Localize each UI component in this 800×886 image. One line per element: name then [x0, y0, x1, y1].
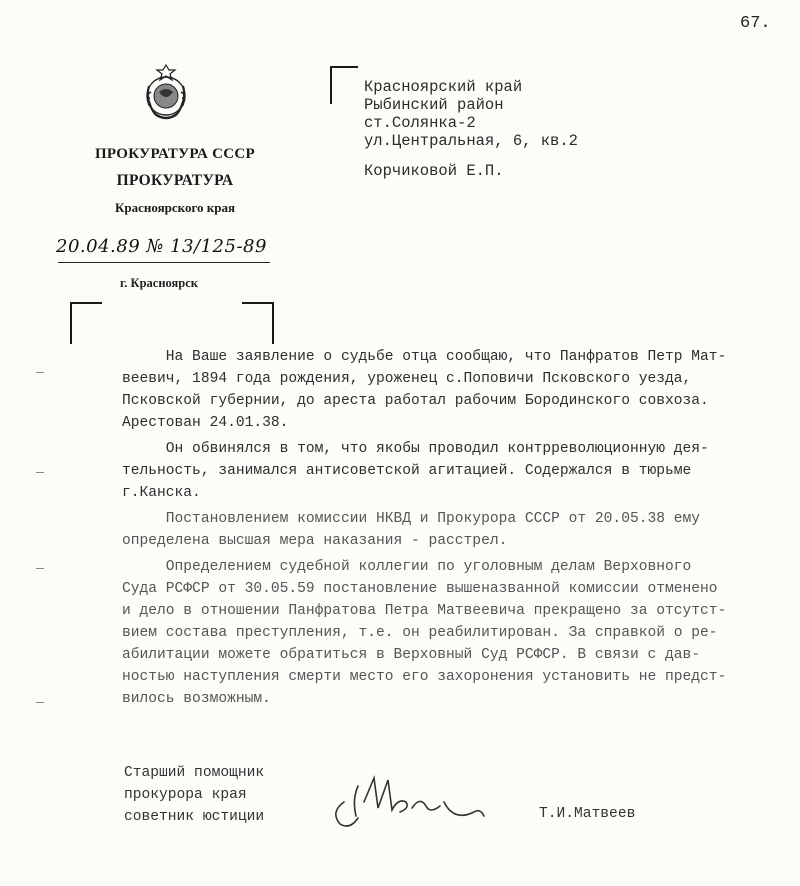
- corner-mark: [242, 302, 274, 344]
- registration-underline: [58, 262, 270, 263]
- corner-mark: [70, 302, 102, 344]
- signatory-title-line: советник юстиции: [124, 809, 265, 825]
- body-paragraph: На Ваше заявление о судьбе отца сообщаю, что Панфратов Петр Мат- веевич, 1894 года рождения, уроженец с.Поповичи Псковского уезда, Псковской губернии, до ареста работал рабочим Бородинского совхоза. Арестован 24.01.38.: [122, 349, 727, 431]
- margin-tick: [36, 702, 44, 703]
- page-number: 67.: [740, 14, 771, 33]
- recipient-line: Рыбинский район: [364, 96, 504, 114]
- signatory-title: [124, 762, 264, 828]
- body-paragraph: Постановлением комиссии НКВД и Прокурора СССР от 20.05.38 ему определена высшая мера наказания - расстрел.: [122, 511, 701, 549]
- letter-body: [122, 346, 800, 710]
- sender-city: г. Красноярск: [120, 276, 199, 290]
- body-paragraph: Он обвинялся в том, что якобы проводил контрреволюционную дея- тельность, занимался антисоветской агитацией. Содержался в тюрьме г.Канска.: [122, 441, 709, 501]
- recipient-line: ст.Солянка-2: [364, 114, 476, 132]
- recipient-line: Красноярский край: [364, 78, 523, 96]
- recipient-line: ул.Центральная, 6, кв.2: [364, 132, 578, 150]
- sender-line-2: ПРОКУРАТУРА: [116, 172, 234, 189]
- recipient-address: [364, 78, 578, 180]
- body-paragraph: Определением судебной коллегии по уголовным делам Верховного Суда РСФСР от 30.05.59 постановление вышеназванной комиссии отменено и дело в отношении Панфратова Петра Матвеевича прекращено за отсутст- вием состава преступления, т.е. он реабилитирован. За справкой о ре- абилитации можете обратиться в Верховный Суд РСФСР. В связи с дав- ностью наступления смерти место его захоронения установить не предст- вилось возможным.: [122, 559, 727, 707]
- margin-tick: [36, 568, 44, 569]
- handwritten-signature: [324, 772, 504, 832]
- sender-line-3: Красноярского края: [114, 200, 236, 215]
- recipient-name: Корчиковой Е.П.: [364, 162, 504, 180]
- signatory-name: Т.И.Матвеев: [539, 806, 636, 822]
- state-emblem-icon: [137, 62, 195, 124]
- sender-line-1: ПРОКУРАТУРА СССР: [94, 146, 256, 162]
- registration-number: 20.04.89 № 13/125-89: [56, 236, 267, 257]
- corner-mark: [330, 66, 358, 104]
- margin-tick: [36, 472, 44, 473]
- signatory-title-line: Старший помощник: [124, 765, 265, 781]
- margin-tick: [36, 372, 44, 373]
- signatory-title-line: прокурора края: [124, 787, 247, 803]
